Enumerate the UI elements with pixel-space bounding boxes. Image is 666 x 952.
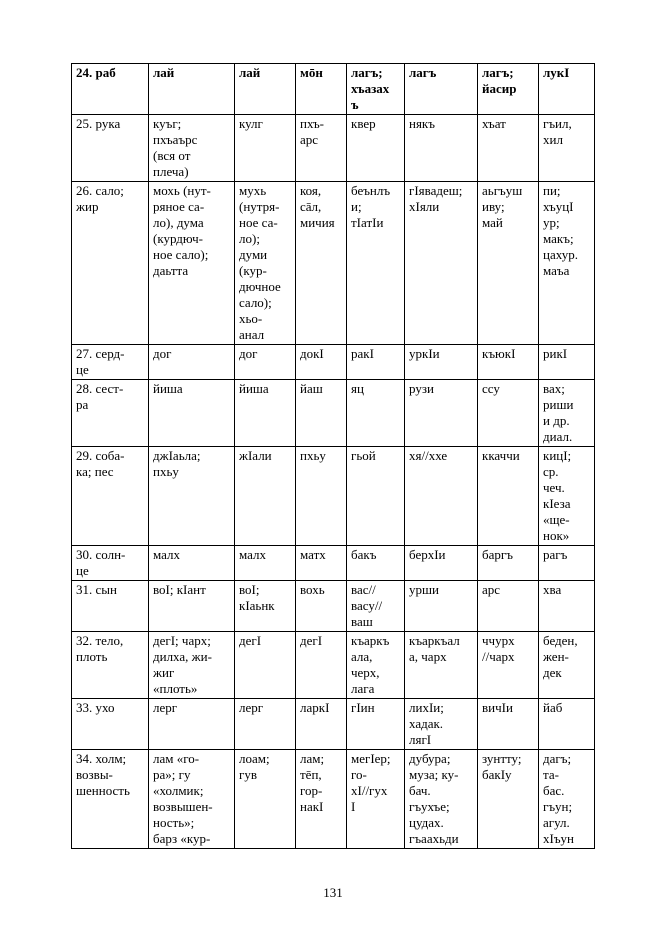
table-row <box>72 345 595 380</box>
cell-text: ссу <box>482 381 500 396</box>
concept-cell <box>72 447 149 546</box>
cell-text: лукI <box>543 65 570 80</box>
cell-text: вохь <box>300 582 325 597</box>
concept-cell <box>72 581 149 632</box>
cell-text: хя//ххе <box>409 448 448 463</box>
word-cell <box>235 115 296 182</box>
word-cell <box>539 182 595 345</box>
word-cell <box>149 115 235 182</box>
word-cell <box>405 632 478 699</box>
cell-text: арс <box>482 582 501 597</box>
word-cell <box>235 345 296 380</box>
word-cell <box>235 632 296 699</box>
word-cell <box>347 546 405 581</box>
word-cell <box>149 632 235 699</box>
concept-cell <box>72 115 149 182</box>
word-cell <box>478 581 539 632</box>
word-cell <box>347 750 405 849</box>
header-cell <box>405 64 478 115</box>
word-cell <box>347 380 405 447</box>
word-cell <box>235 581 296 632</box>
word-cell <box>478 115 539 182</box>
word-cell <box>478 632 539 699</box>
word-cell <box>149 380 235 447</box>
cell-text: дубура; муза; ку- бач. гъухъе; цудах. гъаахьди <box>409 751 459 846</box>
cell-text: лихIи; хадак. лягI <box>409 700 444 747</box>
word-cell <box>296 345 347 380</box>
word-cell <box>539 447 595 546</box>
cell-text: беънлъ и; тIатIи <box>351 183 391 230</box>
cell-text: дегI; чарх; дилха, жи- жиг «плоть» <box>153 633 212 696</box>
header-cell <box>539 64 595 115</box>
word-cell <box>296 632 347 699</box>
cell-text: лагъ; хъазах ъ <box>351 65 390 112</box>
cell-text: 26. сало; жир <box>76 183 124 214</box>
cell-text: коя, сāл, мичия <box>300 183 335 230</box>
cell-text: зунтту; бакIу <box>482 751 522 782</box>
word-cell <box>149 345 235 380</box>
word-cell <box>478 546 539 581</box>
word-cell <box>539 546 595 581</box>
cell-text: хва <box>543 582 562 597</box>
header-cell <box>347 64 405 115</box>
word-cell <box>539 581 595 632</box>
word-cell <box>405 447 478 546</box>
word-cell <box>235 182 296 345</box>
concept-cell <box>72 345 149 380</box>
cell-text: бакъ <box>351 547 377 562</box>
cell-text: лам; тēп, гор- накI <box>300 751 325 814</box>
table-row <box>72 750 595 849</box>
cell-text: дог <box>153 346 172 361</box>
cell-text: дагъ; та- бас. гъун; агул. хIъун <box>543 751 575 846</box>
cell-text: мухь (нутря- ное са- ло); думи (кур- дючное сало); хьо- анал <box>239 183 281 342</box>
cell-text: малх <box>153 547 181 562</box>
word-cell <box>478 750 539 849</box>
word-cell <box>405 380 478 447</box>
word-cell <box>347 632 405 699</box>
word-cell <box>296 546 347 581</box>
cell-text: кулг <box>239 116 263 131</box>
cell-text: 27. серд- це <box>76 346 125 377</box>
table-row <box>72 699 595 750</box>
table-row <box>72 581 595 632</box>
word-cell <box>347 699 405 750</box>
cell-text: пхьу <box>300 448 326 463</box>
cell-text: берхIи <box>409 547 446 562</box>
cell-text: гIин <box>351 700 375 715</box>
cell-text: рикI <box>543 346 568 361</box>
cell-text: лерг <box>239 700 264 715</box>
cell-text: вас// васу// ваш <box>351 582 383 629</box>
word-cell <box>478 345 539 380</box>
word-cell <box>539 380 595 447</box>
cell-text: беден, жен- дек <box>543 633 578 680</box>
cell-text: лагъ <box>409 65 437 80</box>
word-cell <box>296 699 347 750</box>
cell-text: ларкI <box>300 700 330 715</box>
cell-text: яц <box>351 381 364 396</box>
cell-text: 31. сын <box>76 582 117 597</box>
word-cell <box>296 581 347 632</box>
word-cell <box>296 115 347 182</box>
word-cell <box>296 750 347 849</box>
cell-text: баргъ <box>482 547 513 562</box>
page-number: 131 <box>323 885 343 900</box>
word-cell <box>296 447 347 546</box>
cell-text: пхъ- арс <box>300 116 325 147</box>
word-cell <box>235 699 296 750</box>
word-cell <box>539 699 595 750</box>
cell-text: рагъ <box>543 547 568 562</box>
cell-text: йиша <box>153 381 183 396</box>
word-cell <box>347 447 405 546</box>
cell-text: докI <box>300 346 324 361</box>
cell-text: някъ <box>409 116 435 131</box>
word-cell <box>539 115 595 182</box>
cell-text: матх <box>300 547 326 562</box>
concept-cell <box>72 380 149 447</box>
cell-text: жIали <box>239 448 272 463</box>
cell-text: воI; кIаьнк <box>239 582 275 613</box>
cell-text: кицI; ср. чеч. кIеза «ще- нок» <box>543 448 572 543</box>
cell-text: ракI <box>351 346 374 361</box>
cell-text: квер <box>351 116 376 131</box>
word-cell <box>149 546 235 581</box>
cell-text: аьгъуш иву; май <box>482 183 523 230</box>
cell-text: 30. солн- це <box>76 547 126 578</box>
word-cell <box>405 182 478 345</box>
cell-text: йаб <box>543 700 563 715</box>
cell-text: ккаччи <box>482 448 520 463</box>
cell-text: лоам; гув <box>239 751 270 782</box>
word-cell <box>405 750 478 849</box>
cell-text: вах; риши и др. диал. <box>543 381 574 444</box>
header-cell <box>478 64 539 115</box>
table-row <box>72 546 595 581</box>
cell-text: дог <box>239 346 258 361</box>
word-cell <box>296 380 347 447</box>
concept-cell <box>72 699 149 750</box>
word-cell <box>539 632 595 699</box>
cell-text: пи; хъуцI ур; макъ; цахур. маъа <box>543 183 578 278</box>
header-cell <box>72 64 149 115</box>
cell-text: лай <box>153 65 175 80</box>
cell-text: йиша <box>239 381 269 396</box>
table-row <box>72 447 595 546</box>
cell-text: йаш <box>300 381 323 396</box>
word-cell <box>235 447 296 546</box>
word-cell <box>149 581 235 632</box>
cell-text: къаркъ ала, черх, лага <box>351 633 390 696</box>
cell-text: къаркъал а, чарх <box>409 633 460 664</box>
cell-text: рузи <box>409 381 434 396</box>
word-cell <box>347 115 405 182</box>
header-cell <box>149 64 235 115</box>
cell-text: дегI <box>300 633 323 648</box>
cell-text: мōн <box>300 65 323 80</box>
cell-text: хъат <box>482 116 506 131</box>
cell-text: уркIи <box>409 346 440 361</box>
cell-text: 28. сест- ра <box>76 381 124 412</box>
word-cell <box>478 182 539 345</box>
word-cell <box>478 447 539 546</box>
word-cell <box>405 581 478 632</box>
cell-text: лай <box>239 65 261 80</box>
cell-text: дегI <box>239 633 262 648</box>
word-cell <box>405 699 478 750</box>
table-row <box>72 182 595 345</box>
table-row <box>72 380 595 447</box>
cell-text: гьой <box>351 448 376 463</box>
word-cell <box>235 750 296 849</box>
word-cell <box>235 546 296 581</box>
concept-cell <box>72 632 149 699</box>
header-row <box>72 64 595 115</box>
header-cell <box>296 64 347 115</box>
concept-cell <box>72 182 149 345</box>
cell-text: гIявадеш; хIяли <box>409 183 463 214</box>
cell-text: мегIер; го- хI//гух I <box>351 751 391 814</box>
cell-text: ччурх //чарх <box>482 633 515 664</box>
cell-text: 34. холм; возвы- шенность <box>76 751 130 798</box>
word-cell <box>539 345 595 380</box>
comparative-word-table <box>71 63 595 849</box>
word-cell <box>478 699 539 750</box>
word-cell <box>539 750 595 849</box>
word-cell <box>149 182 235 345</box>
concept-cell <box>72 750 149 849</box>
cell-text: мохь (нут- ряное са- ло), дума (курдюч- ное сало); даьтта <box>153 183 211 278</box>
cell-text: джIаьла; пхьу <box>153 448 201 479</box>
cell-text: малх <box>239 547 267 562</box>
cell-text: лерг <box>153 700 178 715</box>
table-row <box>72 632 595 699</box>
word-cell <box>149 699 235 750</box>
cell-text: лам «го- ра»; гу «холмик; возвышен- ность»; барз «кур- <box>153 751 213 846</box>
word-cell <box>296 182 347 345</box>
cell-text: къюкI <box>482 346 516 361</box>
cell-text: воI; кIант <box>153 582 206 597</box>
word-cell <box>405 115 478 182</box>
cell-text: 32. тело, плоть <box>76 633 124 664</box>
cell-text: 25. рука <box>76 116 121 131</box>
cell-text: лагъ; йасир <box>482 65 517 96</box>
cell-text: 24. раб <box>76 65 116 80</box>
header-cell <box>235 64 296 115</box>
cell-text: куъг; пхъаърс (вся от плеча) <box>153 116 198 179</box>
word-cell <box>149 447 235 546</box>
cell-text: урши <box>409 582 439 597</box>
concept-cell <box>72 546 149 581</box>
cell-text: 33. ухо <box>76 700 115 715</box>
cell-text: вичIи <box>482 700 513 715</box>
word-cell <box>405 345 478 380</box>
word-cell <box>347 182 405 345</box>
table-row <box>72 115 595 182</box>
word-cell <box>347 345 405 380</box>
cell-text: 29. соба- ка; пес <box>76 448 125 479</box>
word-cell <box>347 581 405 632</box>
word-cell <box>478 380 539 447</box>
word-cell <box>405 546 478 581</box>
cell-text: гъил, хил <box>543 116 572 147</box>
word-cell <box>235 380 296 447</box>
word-cell <box>149 750 235 849</box>
